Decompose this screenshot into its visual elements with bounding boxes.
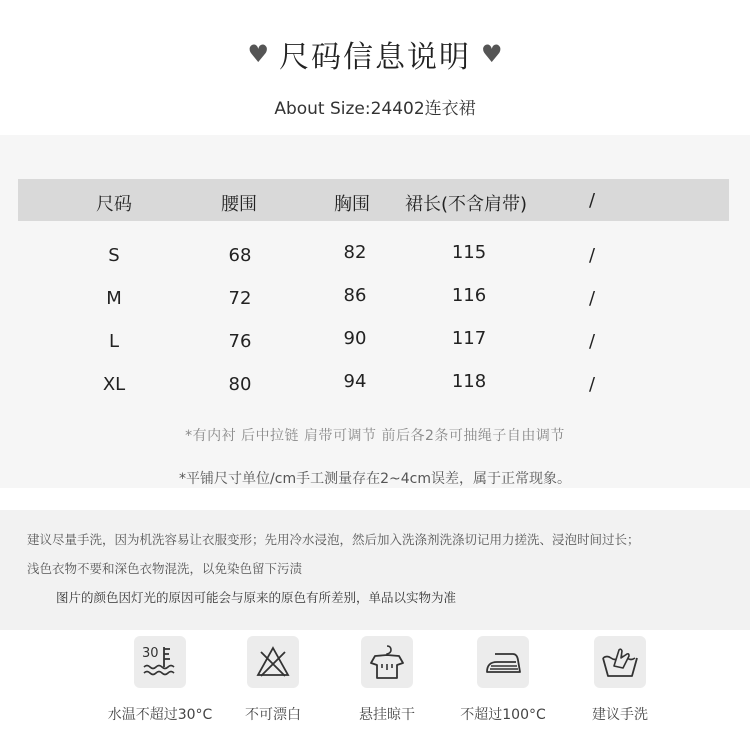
table-row — [0, 242, 750, 272]
cell-waist: 68 — [228, 245, 252, 266]
care-icon-item — [327, 636, 447, 724]
table-row — [0, 285, 750, 315]
heart-left-icon: ♥ — [247, 40, 269, 68]
care-icon-label: 建议手洗 — [592, 707, 648, 723]
care-icon-label: 不可漂白 — [245, 707, 301, 723]
cell-length: 118 — [451, 371, 487, 392]
cell-extra: / — [588, 288, 596, 309]
header-extra: / — [588, 190, 596, 211]
measurement-note: *平铺尺寸单位/cm手工测量存在2~4cm误差，属于正常现象。 — [179, 471, 571, 487]
cell-length: 115 — [451, 242, 487, 263]
cell-waist: 76 — [228, 331, 252, 352]
care-icon-item — [213, 636, 333, 724]
section-gap — [0, 488, 750, 510]
hang-dry-icon — [361, 636, 413, 688]
size-table-section — [0, 135, 750, 488]
care-text-wash: 建议尽量手洗，因为机洗容易让衣服变形；先用冷水浸泡，然后加入洗涤剂洗涤切记用力搓洗、浸泡时间过长； — [27, 532, 640, 547]
cell-bust: 86 — [343, 285, 367, 306]
header-length: 裙长(不含肩带) — [404, 194, 528, 215]
title-row — [0, 32, 750, 76]
page-header — [0, 0, 750, 135]
page-title: 尺码信息说明 — [279, 40, 471, 75]
cell-size: L — [108, 331, 120, 352]
heart-right-icon: ♥ — [481, 40, 503, 68]
hand-wash-icon — [594, 636, 646, 688]
table-row — [0, 328, 750, 358]
features-note: *有内衬 后中拉链 肩带可调节 前后各2条可抽绳子自由调节 — [185, 428, 565, 444]
no-bleach-icon — [247, 636, 299, 688]
cell-bust: 90 — [343, 328, 367, 349]
care-icon-label: 悬挂晾干 — [359, 707, 415, 723]
care-instructions — [0, 510, 750, 630]
cell-length: 117 — [451, 328, 487, 349]
care-icon-label: 水温不超过30°C — [107, 707, 213, 723]
header-bust: 胸围 — [334, 194, 370, 215]
care-icon-item — [100, 636, 220, 724]
cell-size: S — [108, 245, 120, 266]
care-icon-item — [560, 636, 680, 724]
cell-length: 116 — [451, 285, 487, 306]
cell-bust: 94 — [343, 371, 367, 392]
table-row — [0, 371, 750, 401]
cell-bust: 82 — [343, 242, 367, 263]
iron-100-icon — [477, 636, 529, 688]
care-icon-label: 不超过100°C — [460, 707, 546, 723]
care-text-disclaimer: 图片的颜色因灯光的原因可能会与原来的原色有所差别，单品以实物为准 — [56, 590, 457, 605]
header-size: 尺码 — [96, 194, 132, 215]
cell-size: M — [106, 288, 122, 309]
care-text-color: 浅色衣物不要和深色衣物混洗，以免染色留下污渍 — [27, 561, 303, 576]
wash-30-icon — [134, 636, 186, 688]
wash-temp-badge: 30 — [142, 646, 159, 661]
cell-waist: 72 — [228, 288, 252, 309]
size-table-header — [18, 179, 729, 221]
cell-waist: 80 — [228, 374, 252, 395]
cell-extra: / — [588, 374, 596, 395]
care-icon-item — [443, 636, 563, 724]
cell-size: XL — [102, 374, 126, 395]
cell-extra: / — [588, 331, 596, 352]
header-waist: 腰围 — [221, 194, 257, 215]
page-subtitle: About Size:24402连衣裙 — [274, 99, 476, 119]
cell-extra: / — [588, 245, 596, 266]
care-icons — [0, 630, 750, 754]
